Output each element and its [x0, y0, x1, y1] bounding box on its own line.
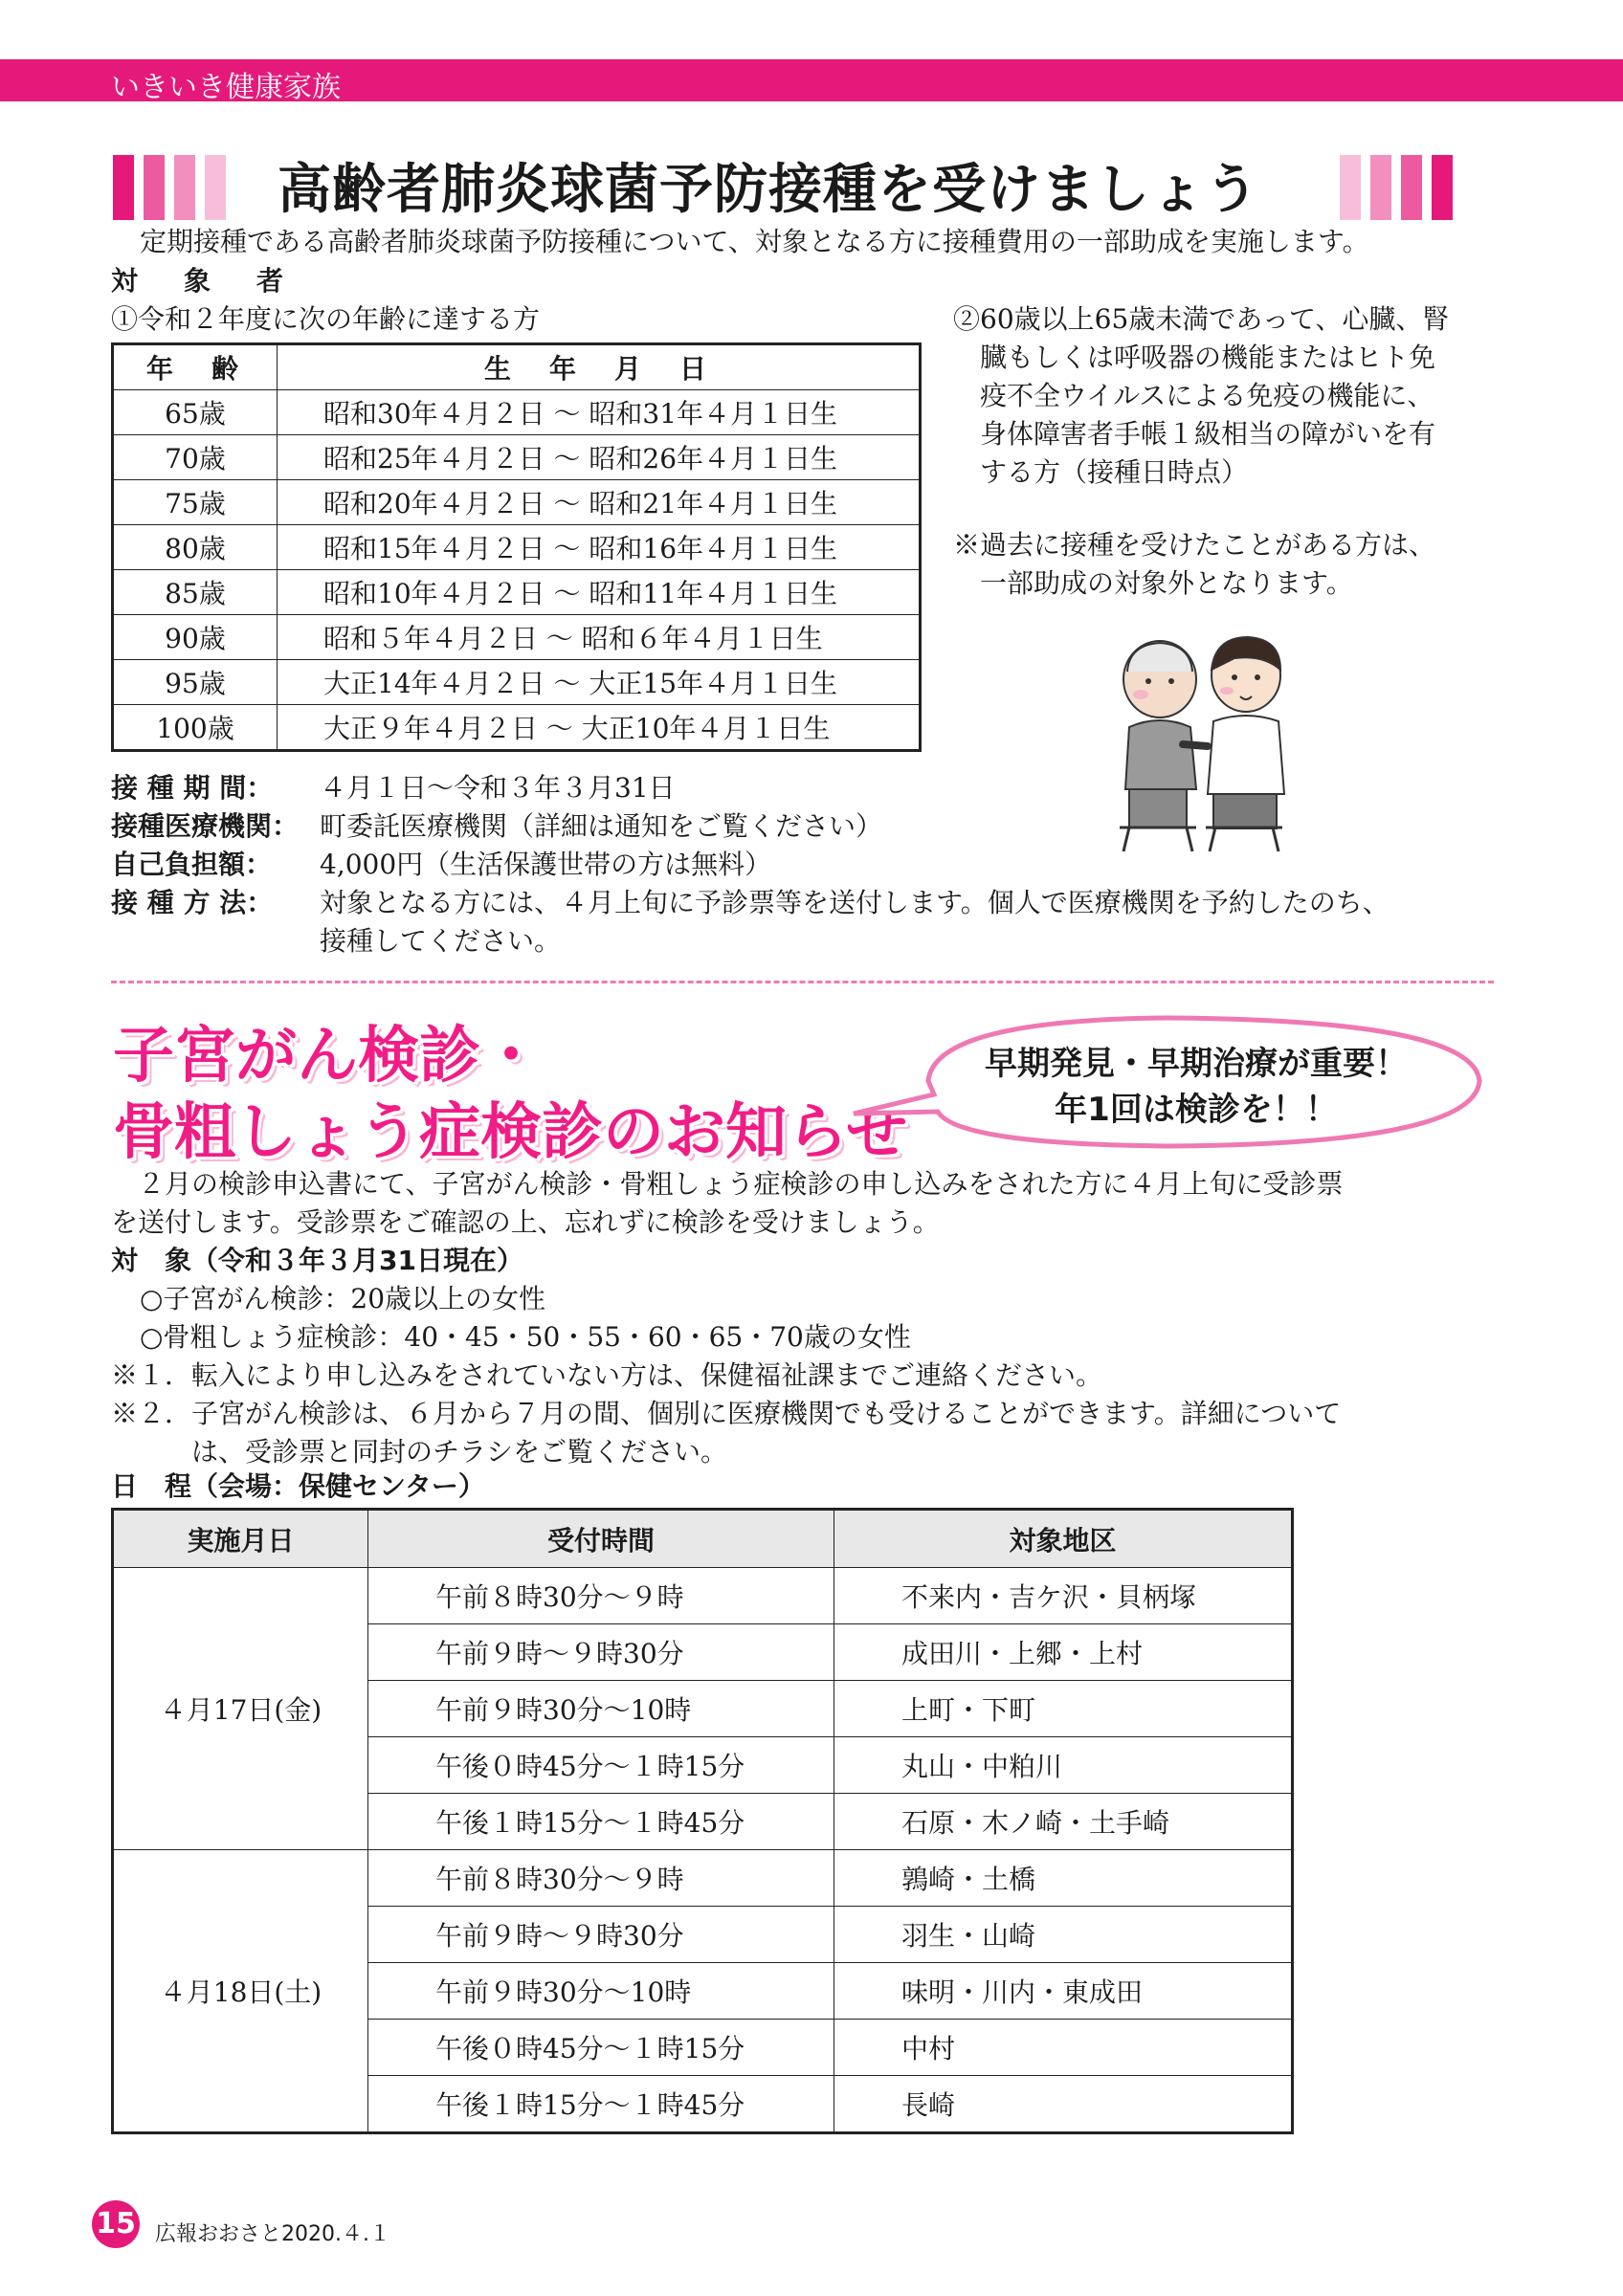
detail-label: 接 種 期 間：: [111, 772, 274, 804]
detail-label: 自己負担額：: [111, 849, 273, 880]
time-cell: 午前８時30分〜９時: [368, 1850, 834, 1907]
section-divider: [111, 981, 1494, 983]
time-cell: 午前９時30分〜10時: [368, 1681, 834, 1737]
detail-row-method: [111, 884, 1499, 922]
bubble-line2: 年1回は検診を！！: [1055, 1091, 1338, 1129]
target2-line: ②60歳以上65歳未満であって、心臓、腎: [953, 303, 1450, 335]
target-item: ○子宮がん検診：20歳以上の女性: [140, 1283, 546, 1314]
age-cell: 85歳: [113, 570, 278, 615]
schedule-header-row: [113, 1510, 1293, 1568]
intro-line: を送付します。受診票をご確認の上、忘れずに検診を受けましょう。: [111, 1206, 940, 1238]
time-cell: 午前９時〜９時30分: [368, 1907, 834, 1963]
area-cell: 成田川・上郷・上村: [834, 1624, 1293, 1681]
area-cell: 上町・下町: [834, 1681, 1293, 1737]
section2-target-items: [140, 1280, 911, 1357]
section1-title: 高齢者肺炎球菌予防接種を受けましょう: [278, 159, 1259, 221]
table-row: [113, 480, 921, 525]
detail-value: 接種してください。: [320, 925, 562, 957]
age-cell: 75歳: [113, 480, 278, 525]
table-row: [113, 525, 921, 570]
title-stripes-left: [113, 155, 226, 220]
area-cell: 鶉崎・土橋: [834, 1850, 1293, 1907]
dates-cell: 昭和20年４月２日 〜 昭和21年４月１日生: [278, 480, 921, 525]
section2-target-heading: 対 象（令和３年３月31日現在）: [111, 1245, 523, 1276]
time-cell: 午前９時30分〜10時: [368, 1963, 834, 2020]
note-line: 一部助成の対象外となります。: [953, 567, 1353, 599]
section1-intro: 定期接種である高齢者肺炎球菌予防接種について、対象となる方に接種費用の一部助成を実施します。: [140, 226, 1369, 257]
schedule-table: [111, 1508, 1294, 2134]
time-cell: 午後０時45分〜１時15分: [368, 1737, 834, 1794]
detail-row-period: [111, 769, 1499, 807]
table-row: [113, 435, 921, 480]
age-cell: 70歳: [113, 435, 278, 480]
section2-intro: [111, 1165, 1343, 1242]
detail-value: 4,000円（生活保護世帯の方は無料）: [320, 849, 772, 880]
age-cell: 65歳: [113, 390, 278, 435]
prior-vaccination-note: [953, 526, 1435, 603]
time-cell: 午後０時45分〜１時15分: [368, 2020, 834, 2076]
area-cell: 羽生・山崎: [834, 1907, 1293, 1963]
detail-row-institution: [111, 807, 1499, 846]
table-row: [113, 570, 921, 615]
page-number: 15: [92, 2200, 140, 2248]
dates-cell: 昭和30年４月２日 〜 昭和31年４月１日生: [278, 390, 921, 435]
vaccination-details: [111, 769, 1499, 960]
area-cell: 不来内・吉ケ沢・貝柄塚: [834, 1568, 1293, 1624]
detail-value: ４月１日〜令和３年３月31日: [320, 772, 676, 804]
table-row: [113, 705, 921, 751]
dates-cell: 大正14年４月２日 〜 大正15年４月１日生: [278, 660, 921, 705]
note-line: ※過去に接種を受けたことがある方は、: [953, 529, 1436, 561]
target1: ①令和２年度に次の年齢に達する方: [111, 303, 541, 335]
note-line: ※２．子宮がん検診は、６月から７月の間、個別に医療機関でも受けることができます。詳細について: [111, 1398, 1342, 1429]
table-row: [113, 615, 921, 660]
target-item: ○骨粗しょう症検診：40・45・50・55・60・65・70歳の女性: [140, 1321, 911, 1353]
col-dates-header: 生 年 月 日: [278, 344, 921, 390]
area-cell: 味明・川内・東成田: [834, 1963, 1293, 2020]
age-table-header: [113, 344, 921, 390]
target2-line: する方（接種日時点）: [953, 456, 1249, 488]
time-cell: 午前９時〜９時30分: [368, 1624, 834, 1681]
time-cell: 午後１時15分〜１時45分: [368, 2076, 834, 2133]
schedule-heading: 日 程（会場：保健センター）: [111, 1470, 485, 1502]
target2-line: 疫不全ウイルスによる免疫の機能に、: [953, 380, 1434, 411]
table-row: [113, 660, 921, 705]
note-line: は、受診票と同封のチラシをご覧ください。: [111, 1436, 728, 1468]
date-cell: ４月17日(金): [113, 1568, 368, 1850]
bubble-line1: 早期発見・早期治療が重要！: [985, 1045, 1408, 1083]
table-row: [113, 390, 921, 435]
dates-cell: 昭和25年４月２日 〜 昭和26年４月１日生: [278, 435, 921, 480]
publication-footer: 広報おおさと2020.４.１: [155, 2222, 390, 2246]
detail-label: 接 種 方 法：: [111, 887, 274, 918]
area-cell: 中村: [834, 2020, 1293, 2076]
area-cell: 石原・木ノ崎・土手崎: [834, 1794, 1293, 1850]
note-line: ※１．転入により申し込みをされていない方は、保健福祉課までご連絡ください。: [111, 1359, 1103, 1391]
col-area-header: 対象地区: [834, 1510, 1293, 1568]
section2-notes: [111, 1357, 1341, 1471]
header-label: いきいき健康家族: [111, 71, 341, 104]
age-cell: 80歳: [113, 525, 278, 570]
dates-cell: 大正９年４月２日 〜 大正10年４月１日生: [278, 705, 921, 751]
header-band: [0, 59, 1623, 104]
target2: [953, 300, 1449, 492]
col-age-header: 年 齢: [113, 344, 278, 390]
target2-line: 臓もしくは呼吸器の機能またはヒト免: [953, 342, 1436, 373]
section2-title-line1: 子宮がん検診・: [113, 1021, 542, 1092]
age-table: [111, 342, 922, 752]
detail-label: 接種医療機関：: [111, 810, 300, 842]
age-cell: 95歳: [113, 660, 278, 705]
table-row: [113, 1850, 1293, 1907]
col-time-header: 受付時間: [368, 1510, 834, 1568]
age-cell: 100歳: [113, 705, 278, 751]
detail-row-method-cont: [111, 922, 1499, 960]
date-cell: ４月18日(土): [113, 1850, 368, 2133]
time-cell: 午前８時30分〜９時: [368, 1568, 834, 1624]
intro-line: ２月の検診申込書にて、子宮がん検診・骨粗しょう症検診の申し込みをされた方に４月上旬に受診票: [111, 1168, 1344, 1200]
target2-line: 身体障害者手帳１級相当の障がいを有: [953, 418, 1436, 450]
age-cell: 90歳: [113, 615, 278, 660]
bubble-text: [947, 1041, 1445, 1133]
time-cell: 午後１時15分〜１時45分: [368, 1794, 834, 1850]
dates-cell: 昭和10年４月２日 〜 昭和11年４月１日生: [278, 570, 921, 615]
section2-title-line2: 骨粗しょう症検診のお知らせ: [113, 1097, 908, 1168]
title-stripes-right: [1340, 155, 1453, 220]
target-heading: 対 象 者: [111, 265, 294, 297]
detail-value: 対象となる方には、４月上旬に予診票等を送付します。個人で医療機関を予約したのち、: [320, 887, 1390, 918]
detail-value: 町委託医療機関（詳細は通知をご覧ください）: [320, 810, 883, 842]
dates-cell: 昭和15年４月２日 〜 昭和16年４月１日生: [278, 525, 921, 570]
detail-row-cost: [111, 846, 1499, 884]
area-cell: 長崎: [834, 2076, 1293, 2133]
col-date-header: 実施月日: [113, 1510, 368, 1568]
section2-title: [113, 1018, 907, 1171]
area-cell: 丸山・中粕川: [834, 1737, 1293, 1794]
dates-cell: 昭和５年４月２日 〜 昭和６年４月１日生: [278, 615, 921, 660]
table-row: [113, 1568, 1293, 1624]
